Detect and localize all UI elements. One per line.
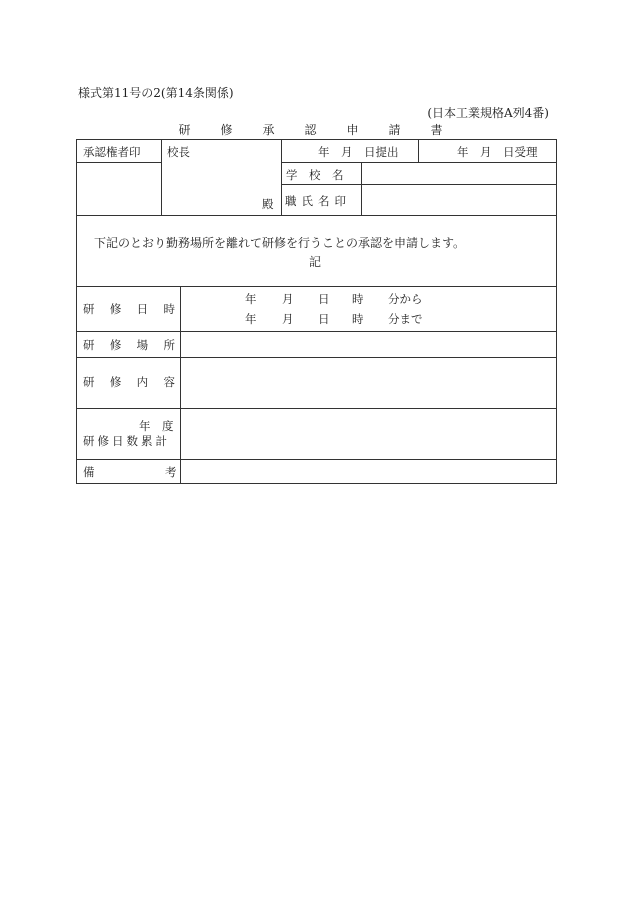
label-text: 研 修 日 時	[83, 302, 175, 316]
divider	[77, 459, 556, 460]
divider	[281, 162, 556, 163]
label-text: 学 校 名	[286, 168, 344, 182]
submitted-date-label: 年 月 日提出	[318, 145, 399, 159]
hour-unit: 時	[352, 312, 364, 326]
label-text: 研 修 内 容	[83, 375, 175, 389]
minute-to-unit: 分まで	[388, 312, 423, 326]
divider	[77, 215, 556, 216]
fiscal-year-label: 年 度	[139, 419, 174, 433]
datetime-to-row	[245, 311, 425, 327]
divider	[77, 331, 556, 332]
datetime-from-row	[245, 291, 425, 307]
divider	[77, 286, 556, 287]
ki-label: 記	[309, 255, 322, 269]
minute-from-unit: 分から	[388, 292, 423, 306]
month-unit: 月	[282, 312, 294, 326]
training-datetime-label	[83, 301, 175, 317]
principal-label: 校長	[167, 145, 190, 159]
cumulative-training-days-label: 研修日数累計	[83, 434, 170, 448]
application-form-table	[76, 139, 557, 484]
hour-unit: 時	[352, 292, 364, 306]
year-unit: 年	[245, 312, 257, 326]
day-unit: 日	[318, 292, 330, 306]
divider	[161, 140, 162, 215]
month-unit: 月	[282, 292, 294, 306]
honorific-label: 殿	[262, 197, 274, 211]
school-name-label	[286, 167, 356, 183]
divider	[77, 408, 556, 409]
divider	[281, 140, 282, 215]
remarks-label-left: 備	[83, 465, 95, 479]
request-statement: 下記のとおり勤務場所を離れて研修を行うことの承認を申請します。	[94, 236, 466, 250]
approval-authority-seal-label	[83, 144, 155, 160]
training-content-label	[83, 374, 175, 390]
divider	[361, 162, 362, 215]
label-text: 研 修 場 所	[83, 338, 175, 352]
label-text: 承認権者印	[83, 145, 141, 159]
year-unit: 年	[245, 292, 257, 306]
received-date-label: 年 月 日受理	[457, 145, 538, 159]
day-unit: 日	[318, 312, 330, 326]
document-title: 研 修 承 認 申 請 書	[178, 123, 452, 137]
divider	[180, 286, 181, 483]
training-place-label	[83, 337, 175, 353]
divider	[281, 184, 556, 185]
applicant-title-name-seal-label: 職氏名印	[285, 194, 351, 208]
divider	[77, 357, 556, 358]
paper-size-note: (日本工業規格A列4番)	[427, 106, 549, 120]
divider	[418, 140, 419, 162]
form-number: 様式第11号の2(第14条関係)	[78, 86, 234, 100]
remarks-label-right: 考	[165, 465, 177, 479]
divider	[77, 162, 162, 163]
